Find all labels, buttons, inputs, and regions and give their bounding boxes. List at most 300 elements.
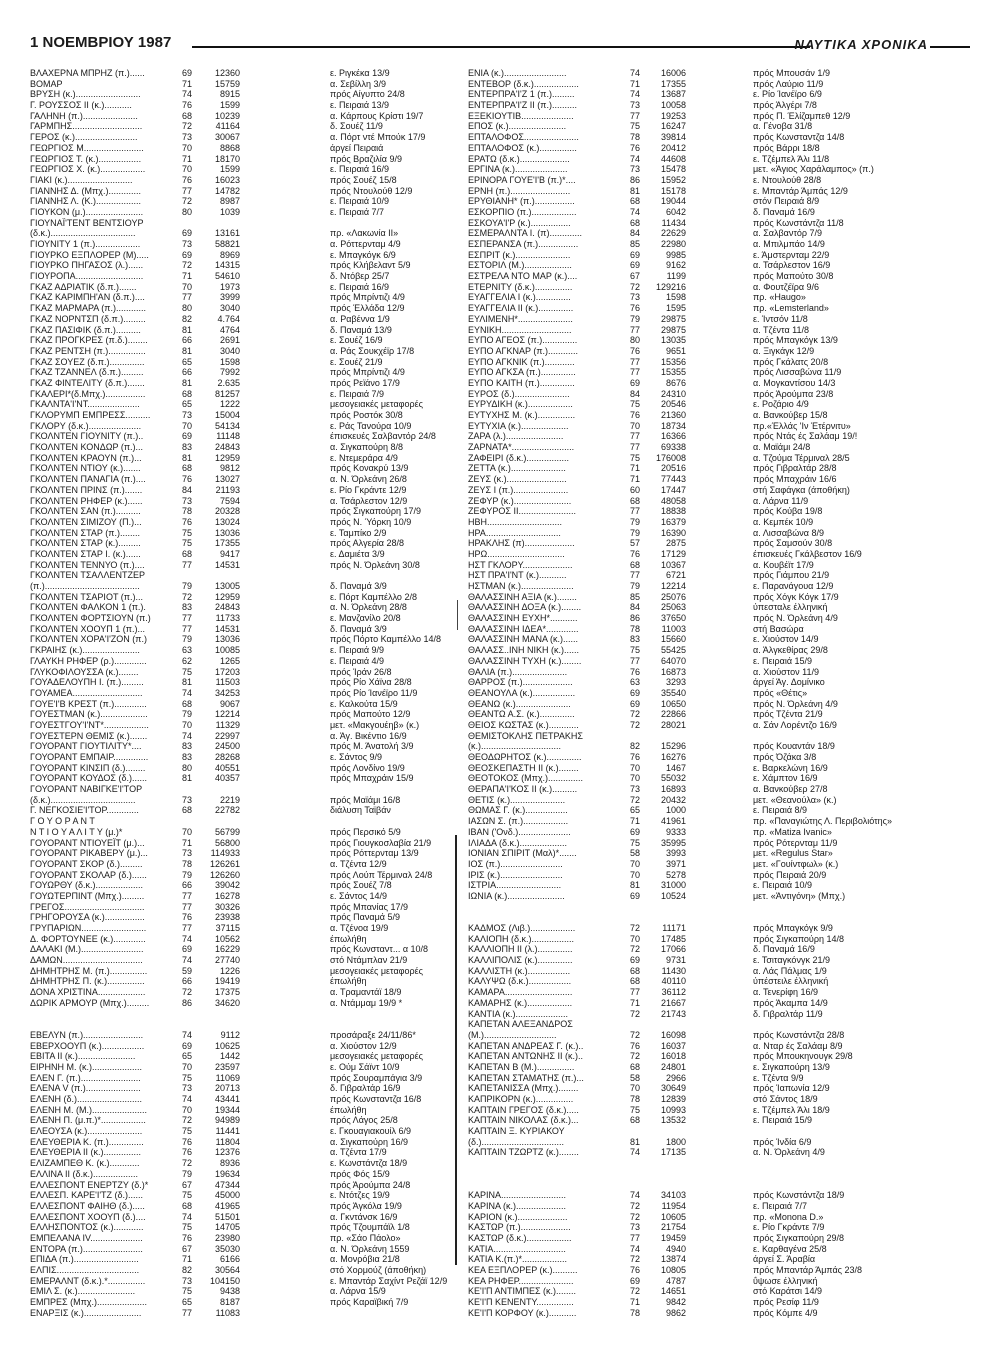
build-year: 70 — [181, 142, 192, 153]
ship-entry — [30, 784, 455, 795]
build-year: 73 — [181, 239, 192, 249]
position-note: α. Ράς Σουκχέϊρ 17/8 — [330, 345, 415, 356]
build-year: 65 — [181, 1051, 192, 1062]
position-note: πρός Τζέντα 21/9 — [753, 709, 823, 720]
position-note: πρός Σαμσούν 30/8 — [753, 538, 833, 549]
build-year: 67 — [181, 1179, 192, 1190]
position-note: πρός Ίνδία 6/9 — [753, 1136, 812, 1147]
ship-entry — [468, 805, 978, 816]
position-note: πρ. «Παναγιώτης Λ. Περιβολιότης» — [753, 816, 892, 827]
position-note: έπωλήθη — [330, 1104, 367, 1115]
ship-name: ΕΣΤΡΕΛΑ ΝΤΟ ΜΑΡ (κ.).... — [468, 271, 578, 282]
build-year: 62 — [181, 655, 192, 666]
tonnage: 34103 — [660, 1190, 686, 1201]
tonnage: 13036 — [214, 527, 240, 538]
build-year: 75 — [629, 399, 640, 410]
position-note: α. Ν. Όρλεάνη 26/8 — [330, 474, 407, 485]
build-year: 73 — [629, 1222, 640, 1233]
ship-entry — [30, 1073, 455, 1084]
ship-entry — [30, 987, 455, 998]
ship-name: ΓΚΟΛΝΤΕΝ ΣΤΑΡ (κ.)......... — [30, 538, 141, 549]
ship-name: ΚΑΡΙΝΑ.......................... — [468, 1190, 567, 1201]
ship-entry — [468, 528, 978, 539]
ship-name: ΖΑΦΕΙΡΙ (δ.κ.)................. — [468, 452, 569, 463]
position-note: πρός Γιάμπου 21/9 — [753, 570, 830, 581]
ship-name: ΖΕΦΥΡ (κ.)....................... — [468, 495, 572, 506]
tonnage: 36112 — [661, 987, 686, 998]
ship-name: ΒΟΜΑΡ — [30, 78, 63, 89]
ship-name: ΚΑΣΤΩΡ (π.).................... — [468, 1222, 571, 1233]
build-year: 76 — [629, 752, 640, 762]
ship-entry — [30, 79, 455, 90]
tonnage: 37115 — [215, 923, 240, 933]
tonnage: 9438 — [219, 1286, 240, 1297]
ship-name: ΓΡΥΠΑΡΙΩΝ.......................... — [30, 923, 147, 933]
ship-name: ΓΙΑΝΝΗΣ Δ. (Μπχ.)............. — [30, 185, 141, 196]
ship-entry — [468, 1051, 978, 1062]
tonnage: 126261 — [209, 858, 240, 869]
position-note: στή Σαφάγκα (άποθήκη) — [753, 484, 850, 495]
tonnage: 10367 — [660, 559, 686, 570]
tonnage: 19344 — [214, 1104, 240, 1115]
ship-name: ΕΛΛΕΣΠΟΝΤ ΕΝΕΡΤΖΥ (δ.)* — [30, 1179, 149, 1190]
build-year: 69 — [629, 698, 640, 709]
build-year: 75 — [181, 666, 192, 677]
ship-entry — [30, 667, 455, 678]
ship-entry — [30, 848, 455, 859]
ship-entry — [468, 538, 978, 549]
header-rule — [192, 46, 810, 48]
ship-name: Δ. ΦΟΡΤΟΥΝΕΕ (κ.)............. — [30, 933, 146, 944]
ship-name: ΓΙΟΥΚΟΝ (μ.)....................... — [30, 206, 144, 217]
tonnage: 69338 — [660, 442, 686, 453]
position-note: μετ. «Θεανούλα» (κ.) — [753, 794, 837, 805]
ship-name: ΕΣΤΟΡΙΛ (Μ.)................... — [468, 260, 572, 271]
ship-name: ΓΕΩΡΓΙΟΣ Μ........................ — [30, 142, 144, 153]
ship-name: ΙΟΣ (π.)......................... — [468, 858, 563, 869]
tonnage: 23938 — [214, 912, 240, 923]
tonnage: 3293 — [665, 677, 686, 688]
build-year: 74 — [629, 206, 640, 217]
position-note: πρός Κλήβελαντ 5/9 — [330, 260, 411, 271]
ship-name: ΕΛΙΖΑΜΠΕΘ Κ. (κ.)............ — [30, 1158, 140, 1169]
position-note: πρός Μπαντάρ Άμπάς 23/8 — [753, 1265, 863, 1275]
ship-name: ΚΑΠΕΤΑΝ ΑΝΔΡΕΑΣ Γ. (κ.).. — [468, 1040, 584, 1051]
build-year: 73 — [181, 1275, 192, 1286]
tonnage: 40357 — [214, 773, 240, 784]
position-note: δ. Παναμά 16/9 — [753, 206, 815, 217]
ship-entry — [30, 560, 455, 571]
ship-entry — [30, 688, 455, 699]
ship-entry — [30, 89, 455, 100]
position-note: ε. Μπαντάρ Άμπάς 12/9 — [753, 185, 848, 196]
ship-name: ΓΟΥΕΣΤΓΟΥ'Ι'ΝΤ*.................. — [30, 719, 149, 730]
ship-name: ΗΣΤΜΑΝ (κ.)..................... — [468, 581, 574, 591]
position-note: πρός Γιβραλτάρ 28/8 — [753, 463, 837, 474]
build-year: 76 — [181, 912, 192, 923]
ship-entry — [30, 880, 455, 891]
ship-entry — [30, 175, 455, 186]
ship-entry — [468, 1169, 978, 1180]
tonnage: 13532 — [660, 1115, 686, 1126]
position-note: προσάραξε 24/11/86* — [330, 1029, 416, 1040]
ship-name: ΚΑΛΥΨΩ (δ.κ.)................. — [468, 976, 572, 987]
build-year: 71 — [181, 1254, 192, 1265]
ship-name: ΘΩΜΑΣ Γ. (κ.)................. — [468, 805, 568, 816]
build-year: 76 — [629, 548, 640, 559]
tonnage: 15660 — [660, 634, 686, 645]
ship-entry — [30, 1115, 455, 1126]
ship-name: ΘΑΡΡΟΣ (π.).................... — [468, 677, 573, 688]
build-year: 76 — [181, 474, 192, 485]
build-year: 68 — [629, 196, 640, 207]
ship-entry — [30, 228, 455, 239]
tonnage: 54610 — [214, 271, 240, 282]
build-year: 70 — [181, 1104, 192, 1115]
tonnage: 18170 — [214, 153, 240, 164]
ship-entry — [30, 1041, 455, 1052]
ship-name: ΕΥΤΥΧΗΣ Μ. (κ.)............... — [468, 410, 576, 420]
tonnage: 15356 — [660, 356, 686, 367]
build-year: 77 — [181, 890, 192, 901]
build-year: 77 — [629, 110, 640, 121]
position-note: πρός Ν. Όρλεάνη 4/9 — [753, 613, 838, 624]
build-year: 71 — [181, 153, 192, 164]
position-note: πρός Λαύριο 11/9 — [753, 78, 824, 89]
tonnage: 16247 — [660, 121, 686, 132]
ship-entry — [468, 720, 978, 731]
tonnage: 2875 — [665, 538, 686, 549]
position-note: πρός Φός 15/9 — [330, 1168, 390, 1179]
column-divider-mark — [457, 600, 458, 630]
ship-name: ΘΕΜΙΣΤΟΚΛΗΣ ΠΕΤΡΑΚΗΣ — [468, 730, 583, 741]
ship-name: ΚΑΡΙΟΝ (κ.).................... — [468, 1211, 568, 1222]
tonnage: 37650 — [660, 613, 686, 624]
position-note: πρ. «Σάο Πάολο» — [330, 1232, 401, 1243]
ship-name: ΚΕΑ ΕΞΠΛΟΡΕΡ (κ.).......... — [468, 1265, 578, 1275]
position-note: ε. Πειραιά 15/9 — [753, 655, 813, 666]
ship-name: ΗΡΩ............................... — [468, 548, 565, 559]
build-year: 77 — [629, 655, 640, 666]
position-note: πρός Κωνστάντζα 11/8 — [753, 217, 844, 228]
tonnage: 22866 — [660, 709, 686, 720]
tonnage: 16366 — [660, 431, 686, 442]
build-year: 77 — [629, 506, 640, 517]
ship-entry — [468, 795, 978, 806]
build-year: 74 — [629, 1190, 640, 1201]
ship-entry — [468, 688, 978, 699]
ship-name: ΕΝΤΕΒΟΡ (δ.κ.).................. — [468, 78, 579, 89]
build-year: 81 — [181, 677, 192, 688]
build-year: 70 — [629, 933, 640, 944]
tonnage: 3971 — [665, 858, 686, 869]
build-year: 58 — [629, 848, 640, 859]
ship-name: ΓΟΥΑΔΕΛΟΥΠΗ Ι. (π.)......... — [30, 677, 144, 688]
ship-name: ΚΕ'Ι'Π ΚΕΝΕΝΤΥ............... — [468, 1297, 574, 1308]
build-year: 69 — [181, 249, 192, 260]
ship-name: ΓΚΛΟΡΥ (δ.κ.)..................... — [30, 420, 142, 431]
tonnage: 1222 — [219, 399, 240, 410]
position-note: ε. Τζέντα 9/9 — [753, 1072, 804, 1083]
ship-name: (δ.)................................. — [468, 1136, 565, 1147]
build-year: 81 — [181, 452, 192, 463]
ship-name: ΕΒΕΡΧΟΟΥΠ (κ.)................. — [30, 1040, 145, 1051]
build-year: 68 — [629, 217, 640, 228]
tonnage: 14531 — [214, 623, 240, 634]
ship-entry — [468, 485, 978, 496]
ship-name: ΚΑΠΡΙΚΟΡΝ (κ.)............... — [468, 1094, 574, 1104]
ship-name: ΓΚΛΟΡΥΜΠ ΕΜΠΡΕΣΣ.......... — [30, 410, 151, 420]
tonnage: 9862 — [665, 1307, 686, 1318]
ship-entry — [30, 677, 455, 688]
ship-entry — [30, 367, 455, 378]
position-note: ε. Πόρτ Καμπέλλο 2/8 — [330, 591, 417, 602]
ship-name: ΕΣΠΡΙΤ (κ.)...................... — [468, 249, 571, 260]
position-note: μεσογειακές μεταφορές — [330, 965, 423, 976]
position-note: α. Ντάμμαμ 19/9 * — [330, 997, 403, 1008]
position-note: πρός Κόμπε 4/9 — [753, 1307, 818, 1318]
tonnage: 16379 — [660, 516, 686, 527]
ship-entry — [468, 880, 978, 891]
ship-name: ΓΙΑΝΝΗΣ Λ. (Κ.).................. — [30, 196, 142, 207]
position-note: πρός Σιγκαπούρη 29/8 — [753, 1232, 844, 1243]
ship-entry — [468, 79, 978, 90]
position-note: ε. Πειραιά 4/9 — [330, 655, 385, 666]
ship-name: ΙΣΤΡΙΑ.......................... — [468, 880, 562, 891]
build-year: 75 — [181, 1286, 192, 1297]
position-note: πρός Ίαπωνία 12/9 — [753, 1083, 830, 1094]
ship-entry — [30, 453, 455, 464]
ship-name: (Μ.)............................. — [468, 1029, 557, 1040]
tonnage: 10085 — [214, 645, 240, 656]
position-note: ε. Σουέζ 16/9 — [330, 335, 383, 346]
tonnage: 10524 — [660, 890, 686, 901]
tonnage: 104150 — [209, 1275, 240, 1286]
ship-entry — [30, 602, 455, 613]
build-year: 58 — [629, 1072, 640, 1083]
tonnage: 17129 — [660, 548, 686, 559]
tonnage: 41965 — [214, 1200, 240, 1211]
ship-entry — [468, 827, 978, 838]
tonnage: 2219 — [219, 794, 240, 805]
build-year: 73 — [181, 410, 192, 420]
tonnage: 19253 — [660, 110, 686, 121]
build-year: 77 — [181, 923, 192, 933]
tonnage: 2966 — [665, 1072, 686, 1083]
build-year: 77 — [181, 623, 192, 634]
build-year: 82 — [629, 741, 640, 752]
build-year: 79 — [629, 581, 640, 591]
ship-name: ΙΛΙΑΔΑ (δ.κ.)................... — [468, 837, 568, 848]
position-note: πρός Λάγος 25/8 — [330, 1115, 398, 1126]
build-year: 69 — [629, 249, 640, 260]
build-year: 72 — [629, 1008, 640, 1019]
ship-entry — [468, 1297, 978, 1308]
ship-name: ΘΑΛΑΣΣΙΝΗ ΤΥΧΗ (κ.)........ — [468, 655, 582, 666]
tonnage: 11733 — [215, 613, 240, 624]
ship-name: ΙΟΝΙΑΝ ΣΠΙΡΙΤ (Μαλ)*....... — [468, 848, 577, 859]
tonnage: 20328 — [214, 506, 240, 517]
ship-name: ΓΙΑΚΙ (κ.).......................... — [30, 174, 133, 185]
build-year: 84 — [629, 602, 640, 613]
position-note: ε. Σάντος 9/9 — [330, 752, 383, 762]
tonnage: 9812 — [219, 463, 240, 474]
tonnage: 1598 — [665, 292, 686, 303]
ship-name: ΓΟΥΟΡΑΝΤ ΚΟΥΔΟΣ (δ.)...... — [30, 773, 148, 784]
ship-entry — [30, 581, 455, 592]
tonnage: 17375 — [214, 987, 240, 998]
ship-entry — [468, 1009, 978, 1020]
position-note: έπισκευές Σαλβαντόρ 24/8 — [330, 431, 436, 442]
ship-name: ΔΟΝΑ ΧΡΙΣΤΙΝΑ................... — [30, 987, 146, 998]
tonnage: 3999 — [219, 292, 240, 303]
position-note: ε. Σουέζ 21/9 — [330, 356, 383, 367]
ship-name: ΚΑΛΛΙΣΤΗ (κ.)................. — [468, 965, 571, 976]
build-year: 72 — [181, 1158, 192, 1169]
position-note: α. Μπιλμπάο 14/9 — [753, 239, 825, 249]
build-year: 63 — [181, 645, 192, 656]
ship-entry — [468, 1030, 978, 1041]
build-year: 70 — [629, 773, 640, 784]
tonnage: 30067 — [214, 132, 240, 143]
build-year: 77 — [181, 185, 192, 196]
ship-name: ΕΡΙΝΟΡΑ ΓΟΥΕ'Ι'Β (π.)*.... — [468, 174, 576, 185]
position-note: πρός Τζουμπάϊλ 1/8 — [330, 1222, 410, 1233]
position-note: ε. Χάμπτον 16/9 — [753, 773, 818, 784]
build-year: 75 — [629, 1104, 640, 1115]
position-note: ε. Πειραιά 7/7 — [753, 1200, 808, 1211]
tonnage: 16278 — [214, 890, 240, 901]
tonnage: 4787 — [665, 1275, 686, 1286]
tonnage: 21667 — [660, 997, 686, 1008]
ship-entry — [468, 1244, 978, 1255]
ship-name: ΖΕΥΣ (κ.)........................ — [468, 474, 567, 485]
ship-entry — [30, 1137, 455, 1148]
ship-entry — [30, 1062, 455, 1073]
tonnage: 126260 — [209, 869, 240, 880]
position-note: πρός Κονακρύ 13/9 — [330, 463, 409, 474]
tonnage: 22782 — [214, 805, 240, 816]
ship-entry — [468, 549, 978, 560]
ship-entry — [468, 228, 978, 239]
ship-entry — [30, 1308, 455, 1319]
ship-name: ΓΙΟΥΡΟΠΑ........................... — [30, 271, 144, 282]
position-note: πρός «Θέτις» — [753, 687, 808, 698]
ship-entry — [468, 987, 978, 998]
ship-entry — [468, 1073, 978, 1084]
position-note: πρός Ίράν 26/8 — [330, 666, 392, 677]
ship-entry — [30, 570, 455, 581]
build-year: 77 — [181, 901, 192, 912]
tonnage: 14782 — [214, 185, 240, 196]
build-year: 72 — [629, 1286, 640, 1297]
ship-name: ΔΑΜΩΝ................................ — [30, 955, 143, 966]
build-year: 75 — [181, 1222, 192, 1233]
build-year: 76 — [629, 410, 640, 420]
ship-entry — [30, 496, 455, 507]
ship-entry — [30, 410, 455, 421]
ship-name: ΚΑΤΙΑ Κ.(π.)*.................. — [468, 1254, 568, 1265]
build-year: 84 — [629, 228, 640, 239]
position-note: άργεί Άγ. Δομίνικο — [753, 677, 825, 688]
ship-entry — [468, 667, 978, 678]
ship-name: ΘΕΑΝΩ (κ.)...................... — [468, 698, 571, 709]
tonnage: 55425 — [660, 645, 686, 656]
build-year: 69 — [629, 890, 640, 901]
build-year: 74 — [181, 1094, 192, 1104]
position-note: α. Λάς Πάλμας 1/9 — [753, 965, 827, 976]
position-note: πρός Άκαμπα 14/9 — [753, 997, 828, 1008]
ship-name: (δ.κ.).................................. — [30, 794, 136, 805]
build-year: 57 — [629, 538, 640, 549]
position-note: α. Ξιγκάγκ 12/9 — [753, 345, 815, 356]
ship-entry — [468, 325, 978, 336]
position-note: μετ. «Μακγουέηβ» (κ.) — [330, 719, 420, 730]
tonnage: 1000 — [665, 805, 686, 816]
tonnage: 3040 — [219, 345, 240, 356]
ship-name: ΚΑΤΙΑ............................. — [468, 1243, 566, 1254]
tonnage: 20713 — [214, 1083, 240, 1094]
page-header — [30, 34, 970, 60]
build-year: 83 — [629, 634, 640, 645]
ship-entry — [468, 1276, 978, 1287]
ship-name: ΓΚΟΛΝΤΕΝ ΓΙΟΥΝΙΤΥ (π.).. — [30, 431, 144, 442]
tonnage: 13005 — [214, 581, 240, 591]
ship-name: ΚΑΝΤΙΑ (κ.)..................... — [468, 1008, 569, 1019]
build-year: 68 — [629, 1115, 640, 1126]
ship-entry — [30, 1286, 455, 1297]
tonnage: 176008 — [655, 452, 686, 463]
ship-entry — [468, 784, 978, 795]
tonnage: 16229 — [214, 944, 240, 955]
ship-entry — [30, 485, 455, 496]
tonnage: 15296 — [660, 741, 686, 752]
ship-name: Γ. ΡΟΥΣΣΟΣ ΙΙ (κ.)........... — [30, 100, 132, 111]
ship-entry — [30, 1254, 455, 1265]
ship-entry — [30, 186, 455, 197]
ship-entry — [30, 378, 455, 389]
position-note: ε. Πειραιά 8/9 — [753, 805, 808, 816]
position-note: έπωλήθη — [330, 933, 367, 944]
build-year: 66 — [181, 880, 192, 891]
build-year: 69 — [629, 826, 640, 837]
tonnage: 56800 — [214, 837, 240, 848]
ship-entry — [468, 357, 978, 368]
ship-name: ΕΠΟΣ (κ.)....................... — [468, 121, 567, 132]
tonnage: 16276 — [660, 752, 686, 762]
build-year: 72 — [629, 719, 640, 730]
position-note: πρός Άγκόλα 19/9 — [330, 1200, 402, 1211]
ship-name: ΕΛΠΙΣ................................. — [30, 1265, 140, 1275]
ship-entry — [30, 944, 455, 955]
position-note: πρός Παναμά 5/9 — [330, 912, 400, 923]
ship-name: ΘΕΑΝΤΩ Α.Σ. (κ.).............. — [468, 709, 575, 720]
tonnage: 21360 — [660, 410, 686, 420]
position-note: πρός Μπρίντιζι 4/9 — [330, 292, 405, 303]
position-note: δ. Ντόβερ 25/7 — [330, 271, 390, 282]
position-note: άργεί Σ. Άραβία — [753, 1254, 816, 1265]
ship-entry — [30, 1180, 455, 1191]
ship-entry — [468, 89, 978, 100]
tonnage: 34620 — [214, 997, 240, 1008]
build-year: 68 — [181, 698, 192, 709]
tonnage: 19634 — [214, 1168, 240, 1179]
ship-entry — [30, 795, 455, 806]
tonnage: 114933 — [210, 848, 240, 859]
ship-entry — [468, 848, 978, 859]
ship-name: ΓΚΟΛΝΤΕΝ ΤΣΑΛΛΕΝΤΖΕΡ — [30, 570, 145, 581]
position-note: πρός Σουραμπάγια 3/9 — [330, 1072, 423, 1083]
